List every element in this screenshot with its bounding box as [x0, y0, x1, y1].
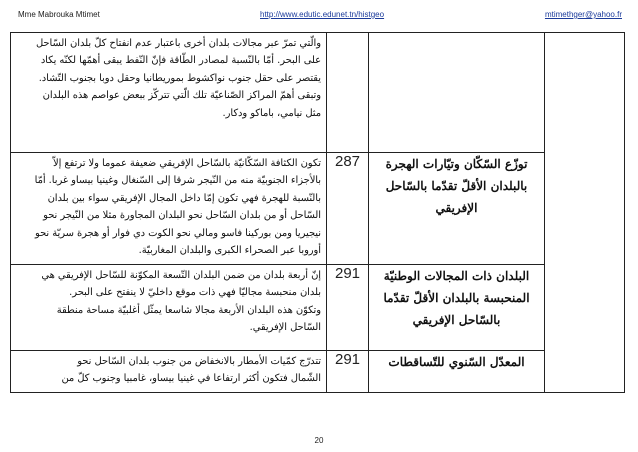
website-link[interactable]: http://www.edutic.edunet.tn/histgeo: [260, 10, 385, 19]
text-line: بالأجزاء الجنوبيّة منه من النّيجر شرقا إلى السّنغال وغينيا بيساو غربا. أمّا: [34, 175, 321, 187]
description-cell: [11, 153, 327, 265]
topic-cell: [369, 33, 545, 153]
text-line: وتبقى أهمّ المراكز الصّناعيّة تلك الّتي تتركّز ببعض عواصم هذه البلدان: [42, 90, 321, 102]
text-line: تكون الكثافة السّكّانيّة بالسّاحل الإفريقي ضعيفة عموما ولا ترتفع إلاّ: [52, 158, 321, 169]
text-line: أوروبا عبر الصحراء الكبرى والبلدان المغاربيّة.: [138, 245, 321, 257]
author-name: Mme Mabrouka Mtimet: [18, 10, 100, 19]
page-cell: [327, 33, 369, 153]
text-line: بالنّسبة للهجرة فهي تكون إمّا داخل المجال الإفريقي سواء بين بلدان: [47, 192, 321, 204]
page-number: 287: [334, 153, 361, 170]
topic-cell: [369, 265, 545, 351]
text-line: نيجيريا ومن بوركينا فاسو ومالي نحو الكوت دي فوار أو هجرة سريّة نحو: [35, 227, 321, 239]
text-line: والّتي تمرّ عبر مجالات بلدان أخرى باعتبار عدم انفتاح كلّ بلدان السّاحل: [36, 38, 321, 49]
text-line: تتدرّج كمّيات الأمطار بالانخفاض من جنوب بلدان السّاحل نحو: [77, 356, 321, 367]
text-line: السّاحل الإفريقي.: [249, 322, 321, 334]
description-cell: [11, 351, 327, 393]
topic-line: توزّع السّكّان وتيّارات الهجرة: [385, 157, 528, 171]
table-row: [11, 351, 625, 393]
topic-line: البلدان ذات المجالات الوطنيّة: [383, 269, 530, 283]
table-row: [11, 265, 625, 351]
page-cell: [327, 153, 369, 265]
text-line: مثل نيامي، باماكو ودكار.: [222, 107, 321, 119]
text-line: الشّمال فتكون أكثر ارتفاعا في غينيا بيساو، غامبيا وجنوب كلّ من: [61, 373, 321, 385]
email-link[interactable]: mtimethger@yahoo.fr: [544, 10, 622, 19]
page-number: 291: [334, 351, 361, 368]
topic-line: بالسّاحل الإفريقي: [412, 313, 501, 327]
table-row: [11, 33, 625, 153]
table-row: [11, 153, 625, 265]
description-cell: [11, 33, 327, 153]
page-header: [8, 8, 630, 24]
topic-cell: [369, 351, 545, 393]
blank-column-cell: [545, 33, 625, 393]
topic-line: الإفريقي: [435, 201, 478, 215]
text-line: يقتصر على حقل جنوب نواكشوط بموريطانيا وحقل دوبا بجنوب التّشاد.: [38, 72, 321, 84]
page-number: 291: [334, 265, 361, 282]
text-line: إنّ أربعة بلدان من ضمن البلدان التّسعة المكوّنة للسّاحل الإفريقي هي: [41, 270, 321, 281]
lesson-table: [10, 32, 625, 393]
text-line: السّاحل أو من بلدان السّاحل نحو البلدان المجاورة مثلا من النّيجر نحو: [43, 210, 321, 222]
footer-page-number: 20: [314, 436, 324, 445]
page-cell: [327, 351, 369, 393]
topic-line: المنحبسة بالبلدان الأقلّ تقدّما: [383, 291, 530, 305]
text-line: بلدان منحبسة مجاليّا فهي ذات موقع داخليّ لا ينفتح على البحر.: [69, 287, 321, 299]
text-line: وتكوّن هذه البلدان الأربعة مجالا شاسعا يمثّل أغلبيّة مساحة منطقة: [56, 304, 321, 316]
description-cell: [11, 265, 327, 351]
page-cell: [327, 265, 369, 351]
topic-cell: [369, 153, 545, 265]
text-line: على البحر. أمّا بالنّسبة لمصادر الطّاقة فإنّ النّفط يبقى أهمّها لكنّه يكاد: [40, 55, 321, 67]
topic-line: المعدّل السّنوي للتّساقطات: [388, 355, 525, 369]
topic-line: بالبلدان الأقلّ تقدّما بالسّاحل: [385, 179, 528, 193]
